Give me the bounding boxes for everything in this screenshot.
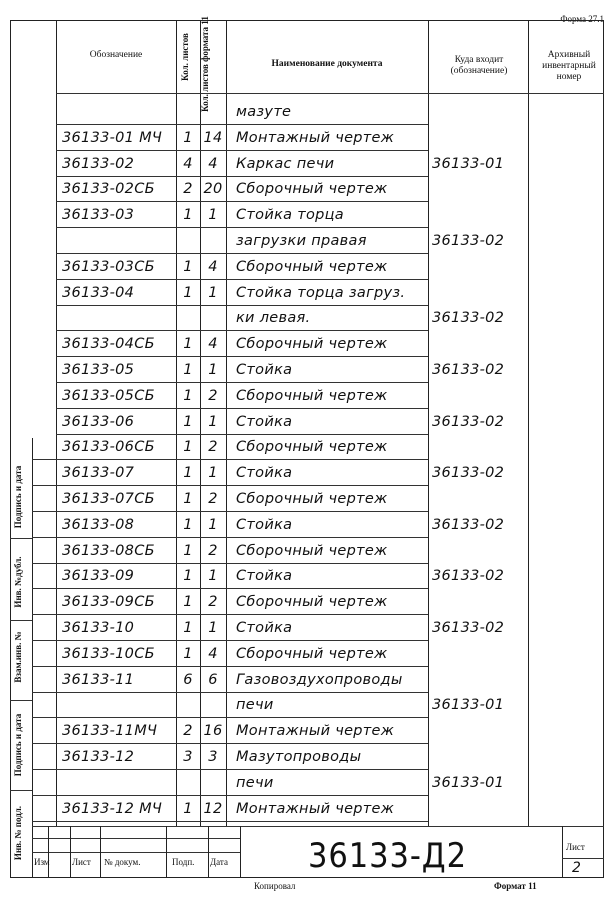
row-sheets-format: 2 (208, 491, 218, 507)
row-doc-name: Сборочный чертеж (236, 645, 388, 662)
tb-col (70, 826, 71, 878)
row-sheets-count: 1 (183, 620, 193, 636)
row-sheets-format: 1 (208, 284, 218, 301)
row-sheets-format: 2 (208, 439, 218, 456)
table-line (200, 20, 201, 826)
row-sheets-count: 1 (183, 542, 193, 559)
row-doc-name: Стойка (236, 413, 293, 430)
row-sheets-count: 1 (183, 284, 193, 301)
row-sheets-format: 1 (208, 465, 218, 482)
row-doc-name: Сборочный чертеж (236, 387, 388, 404)
row-designation: 36133-07 (62, 465, 135, 482)
row-designation: 36133-05СБ (62, 387, 155, 404)
tb-sheet-label: Лист (566, 842, 585, 852)
row-doc-name: Сборочный чертеж (236, 336, 388, 353)
row-doc-name: Сборочный чертеж (236, 542, 388, 559)
row-sheets-count: 1 (183, 258, 193, 275)
row-sheets-format: 2 (208, 594, 218, 611)
tb-sheet-no: 2 (572, 860, 582, 876)
row-designation: 36133-11 (62, 671, 135, 688)
row-designation: 36133-01 МЧ (62, 129, 163, 146)
row-sheets-format: 6 (208, 671, 218, 688)
row-doc-name: ки левая. (236, 310, 311, 327)
row-where-used: 36133-02 (432, 568, 505, 585)
row-sheets-format: 1 (208, 620, 218, 636)
header-line (56, 93, 604, 94)
stamp-vzam-inv: Взам.инв. № (13, 631, 23, 683)
row-line (56, 356, 428, 357)
row-designation: 36133-06СБ (62, 439, 155, 456)
row-designation: 36133-11МЧ (62, 723, 158, 740)
row-sheets-count: 1 (183, 465, 193, 482)
row-line (32, 485, 428, 486)
row-doc-name: Монтажный чертеж (236, 129, 395, 146)
row-designation: 36133-02 (62, 155, 135, 172)
row-doc-name: Мазутопроводы (236, 749, 362, 765)
row-sheets-count: 1 (183, 800, 193, 817)
row-line (56, 201, 428, 202)
row-designation: 36133-12 (62, 749, 135, 765)
table-line (56, 20, 57, 826)
tb-izm: Изм (34, 857, 50, 867)
row-where-used: 36133-02 (432, 233, 505, 249)
tb-col (166, 826, 167, 878)
row-line (56, 408, 428, 409)
side-stamp-border (32, 438, 33, 878)
row-where-used: 36133-01 (432, 155, 505, 172)
row-where-used: 36133-02 (432, 362, 505, 378)
tb-data: Дата (210, 857, 228, 867)
tb-col (208, 826, 209, 878)
row-sheets-format: 2 (208, 387, 218, 404)
row-doc-name: Стойка (236, 568, 293, 585)
row-doc-name: Сборочный чертеж (236, 258, 388, 275)
tb-podp: Подп. (172, 857, 195, 867)
row-sheets-count: 2 (183, 723, 193, 740)
row-sheets-format: 2 (208, 542, 218, 559)
row-designation: 36133-10 (62, 620, 135, 636)
row-line (56, 124, 428, 125)
row-doc-name: Монтажный чертеж (236, 723, 395, 740)
row-doc-name: Сборочный чертеж (236, 594, 388, 611)
row-line (32, 717, 428, 718)
table-line (226, 20, 227, 826)
row-sheets-format: 4 (208, 258, 218, 275)
stamp-sign-date-1: Подпись и дата (13, 713, 23, 777)
row-sheets-format: 4 (208, 645, 218, 662)
row-line (32, 821, 428, 822)
table-line (428, 20, 429, 826)
row-line (32, 588, 428, 589)
tb-col (562, 826, 563, 878)
row-sheets-count: 4 (183, 155, 193, 172)
row-sheets-format: 14 (203, 129, 223, 146)
row-line (32, 563, 428, 564)
row-line (56, 330, 428, 331)
row-designation: 36133-09СБ (62, 594, 155, 611)
row-sheets-format: 12 (203, 800, 223, 817)
row-where-used: 36133-02 (432, 310, 505, 327)
row-line (32, 666, 428, 667)
row-designation: 36133-05 (62, 362, 135, 378)
row-sheets-count: 1 (183, 362, 193, 378)
row-where-used: 36133-02 (432, 516, 505, 533)
row-sheets-count: 1 (183, 516, 193, 533)
tb-col (240, 826, 241, 878)
row-designation: 36133-04 (62, 284, 135, 301)
row-sheets-format: 3 (208, 749, 218, 765)
footer-copied: Копировал (254, 881, 296, 891)
row-line (56, 253, 428, 254)
row-line (32, 640, 428, 641)
row-doc-name: печи (236, 774, 274, 791)
row-sheets-count: 1 (183, 645, 193, 662)
row-sheets-count: 1 (183, 387, 193, 404)
stamp-divider (10, 790, 32, 791)
header-designation: Обозначение (89, 50, 143, 60)
row-sheets-count: 1 (183, 336, 193, 353)
row-doc-name: Сборочный чертеж (236, 439, 388, 456)
row-doc-name: Сборочный чертеж (236, 491, 388, 507)
header-archive: Архивный инвентарный номер (542, 50, 596, 82)
stamp-inv-orig: Инв. № подл. (13, 805, 23, 861)
row-where-used: 36133-02 (432, 465, 505, 482)
stamp-divider (10, 538, 32, 539)
row-designation: 36133-03 (62, 207, 135, 224)
tb-list: Лист (72, 857, 91, 867)
row-line (56, 305, 428, 306)
row-doc-name: Стойка (236, 362, 293, 378)
header-where-used: Куда входит (обозначение) (450, 55, 508, 76)
row-sheets-count: 2 (183, 181, 193, 198)
row-doc-name: печи (236, 697, 274, 714)
row-line (32, 537, 428, 538)
row-doc-name: Стойка (236, 465, 293, 482)
stamp-divider (10, 620, 32, 621)
row-doc-name: Стойка торца загруз. (236, 284, 406, 301)
row-sheets-count: 1 (183, 439, 193, 456)
header-doc-name: Наименование документа (271, 59, 383, 69)
table-line (528, 20, 529, 826)
row-sheets-count: 3 (183, 749, 193, 765)
row-designation: 36133-03СБ (62, 258, 155, 275)
row-doc-name: Каркас печи (236, 155, 335, 172)
row-where-used: 36133-02 (432, 413, 505, 430)
row-doc-name: Стойка торца (236, 207, 344, 224)
row-line (32, 692, 428, 693)
row-sheets-format: 20 (203, 181, 223, 198)
row-line (32, 459, 428, 460)
row-doc-name: загрузки правая (236, 233, 367, 249)
row-sheets-format: 1 (208, 207, 218, 224)
tb-col (100, 826, 101, 878)
row-line (32, 769, 428, 770)
row-doc-name: Газовоздухопроводы (236, 671, 403, 688)
row-sheets-format: 1 (208, 362, 218, 378)
header-sheets-format: Кол. листов формата 11 (200, 16, 210, 112)
row-designation: 36133-10СБ (62, 645, 155, 662)
row-sheets-count: 6 (183, 671, 193, 688)
header-sheets-count: Кол. листов (180, 33, 190, 81)
row-sheets-count: 1 (183, 594, 193, 611)
footer-format: Формат 11 (494, 881, 537, 891)
row-where-used: 36133-02 (432, 620, 505, 636)
row-line (56, 382, 428, 383)
row-doc-name: Стойка (236, 516, 293, 533)
row-sheets-format: 4 (208, 155, 218, 172)
row-doc-name: Сборочный чертеж (236, 181, 388, 198)
tb-doc-no: № докум. (104, 857, 141, 867)
row-sheets-format: 1 (208, 568, 218, 585)
row-doc-name: мазуте (236, 104, 292, 120)
row-sheets-count: 1 (183, 413, 193, 430)
row-sheets-count: 1 (183, 491, 193, 507)
row-where-used: 36133-01 (432, 697, 505, 714)
row-doc-name: Монтажный чертеж (236, 800, 395, 817)
row-line (56, 279, 428, 280)
row-doc-name: Стойка (236, 620, 293, 636)
row-designation: 36133-07СБ (62, 491, 155, 507)
row-sheets-format: 4 (208, 336, 218, 353)
row-designation: 36133-04СБ (62, 336, 155, 353)
tb-col (48, 826, 49, 878)
row-sheets-count: 1 (183, 207, 193, 224)
row-sheets-count: 1 (183, 129, 193, 146)
row-designation: 36133-06 (62, 413, 135, 430)
row-sheets-format: 16 (203, 723, 223, 740)
form-label: Форма 27.1 (560, 14, 604, 24)
row-designation: 36133-02СБ (62, 181, 155, 198)
row-sheets-format: 1 (208, 413, 218, 430)
row-line (56, 176, 428, 177)
row-line (32, 511, 428, 512)
row-designation: 36133-08 (62, 516, 135, 533)
row-sheets-count: 1 (183, 568, 193, 585)
stamp-sign-date-2: Подпись и дата (13, 465, 23, 529)
tb-sheet-line (562, 858, 604, 859)
title-block-top (32, 826, 604, 827)
stamp-inv-dubl: Инв. №дубл. (13, 556, 23, 608)
row-line (56, 434, 428, 435)
row-line (32, 743, 428, 744)
row-designation: 36133-08СБ (62, 542, 155, 559)
row-designation: 36133-12 МЧ (62, 800, 163, 817)
row-line (32, 795, 428, 796)
row-line (56, 227, 428, 228)
row-line (32, 614, 428, 615)
tb-designation: 36133-Д2 (308, 836, 467, 876)
row-line (56, 150, 428, 151)
stamp-divider (10, 700, 32, 701)
row-designation: 36133-09 (62, 568, 135, 585)
row-sheets-format: 1 (208, 516, 218, 533)
row-where-used: 36133-01 (432, 774, 505, 791)
